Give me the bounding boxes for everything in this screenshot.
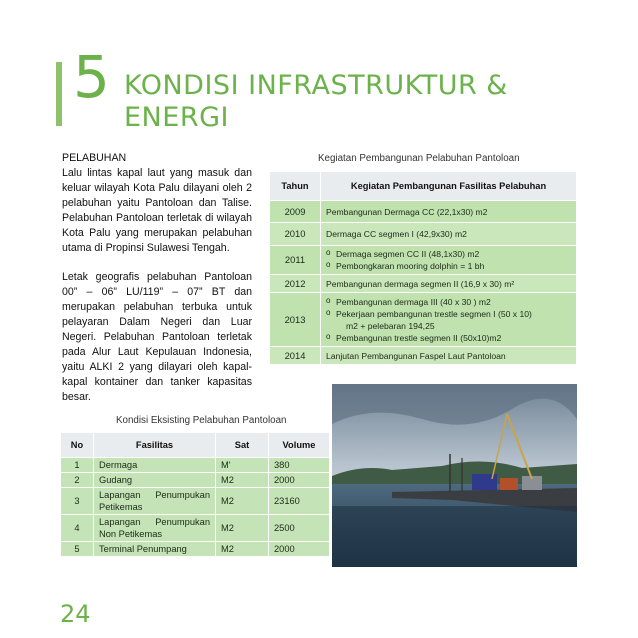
unit-cell: M' — [216, 458, 269, 473]
paragraph-1: Lalu lintas kapal laut yang masuk dan keluar wilayah Kota Palu dilayani oleh 2 pelabuhan yaitu Pantoloan dan Talise. Pelabuhan Pantoloan terletak di wilayah Kota Palu yang merupakan pelabuhan utama di Propinsi Sulawesi Tengah. — [62, 167, 252, 254]
table-header-activity: Kegiatan Pembangunan Fasilitas Pelabuhan — [321, 172, 577, 201]
activity-cell — [321, 293, 577, 347]
volume-cell: 380 — [269, 458, 330, 473]
chapter-title-line2: ENERGI — [124, 102, 229, 133]
no-cell: 1 — [61, 458, 94, 473]
facility-word: Penumpukan — [155, 517, 210, 527]
activity-bullet: o Pembangunan trestle segmen II (50x10)m2 — [326, 332, 571, 344]
activity-cell: Lanjutan Pembangunan Faspel Laut Pantoloan — [321, 347, 577, 365]
year-cell: 2014 — [270, 347, 321, 365]
chapter-title-line1: KONDISI INFRASTRUKTUR & — [124, 70, 508, 101]
table-row — [61, 473, 330, 488]
paragraph-2: Letak geografis pelabuhan Pantoloan 00” – 06” LU/119” – 07” BT dan merupakan pelabuhan terbuka untuk pelayaran Dalam Negeri dan Luar Negeri. Pelabuhan Pantoloan terletak pada Alur Laut Kepulauan Indonesia, yaitu ALKI 2 yang dilayari oleh kapal-kapal kontainer dan tanker kapasitas besar. — [62, 271, 252, 403]
table-top-caption: Kegiatan Pembangunan Pelabuhan Pantoloan — [318, 153, 520, 164]
facility-word: Penumpukan — [155, 490, 210, 500]
table-row — [61, 515, 330, 542]
activity-cell — [321, 246, 577, 275]
existing-facilities-table — [60, 432, 330, 557]
facility-cell: Terminal Penumpang — [94, 542, 216, 557]
activity-bullet: o Dermaga segmen CC II (48,1x30) m2 — [326, 248, 571, 260]
page-number: 24 — [60, 600, 91, 628]
table-header-unit: Sat — [216, 433, 269, 458]
table-row — [270, 347, 577, 365]
facility-cell — [94, 515, 216, 542]
table-row — [270, 201, 577, 223]
facility-word: Non Petikemas — [99, 529, 163, 539]
activity-bullet: o Pembangunan dermaga III (40 x 30 ) m2 — [326, 296, 571, 308]
activity-cell: Dermaga CC segmen I (42,9x30) m2 — [321, 223, 577, 246]
table-row — [270, 246, 577, 275]
table-row — [270, 275, 577, 293]
chapter-number: 5 — [73, 43, 110, 111]
table-row — [61, 458, 330, 473]
no-cell: 3 — [61, 488, 94, 515]
facility-cell: Gudang — [94, 473, 216, 488]
no-cell: 4 — [61, 515, 94, 542]
year-cell: 2009 — [270, 201, 321, 223]
table-row — [270, 293, 577, 347]
volume-cell: 2000 — [269, 542, 330, 557]
table-bottom-caption: Kondisi Eksisting Pelabuhan Pantoloan — [116, 415, 287, 426]
unit-cell: M2 — [216, 542, 269, 557]
no-cell: 5 — [61, 542, 94, 557]
volume-cell: 2000 — [269, 473, 330, 488]
volume-cell: 2500 — [269, 515, 330, 542]
activity-bullet-continued: m2 + pelebaran 194,25 — [346, 320, 435, 331]
title-accent-bar — [56, 62, 62, 126]
no-cell: 2 — [61, 473, 94, 488]
unit-cell: M2 — [216, 488, 269, 515]
unit-cell: M2 — [216, 473, 269, 488]
activity-bullet: o Pembongkaran mooring dolphin = 1 bh — [326, 260, 571, 272]
unit-cell: M2 — [216, 515, 269, 542]
facility-word: Lapangan — [99, 517, 141, 527]
harbor-photo — [332, 384, 577, 567]
activity-cell: Pembangunan Dermaga CC (22,1x30) m2 — [321, 201, 577, 223]
table-row — [61, 488, 330, 515]
table-row — [270, 223, 577, 246]
year-cell: 2011 — [270, 246, 321, 275]
table-header-facility: Fasilitas — [94, 433, 216, 458]
year-cell: 2010 — [270, 223, 321, 246]
table-header-year: Tahun — [270, 172, 321, 201]
facility-cell — [94, 488, 216, 515]
volume-cell: 23160 — [269, 488, 330, 515]
section-heading: PELABUHAN — [62, 152, 127, 164]
facility-word: Petikemas — [99, 502, 143, 512]
facility-cell: Dermaga — [94, 458, 216, 473]
facility-word: Lapangan — [99, 490, 141, 500]
table-row — [61, 542, 330, 557]
table-header-no: No — [61, 433, 94, 458]
activity-cell: Pembangunan dermaga segmen II (16,9 x 30) m² — [321, 275, 577, 293]
body-text-column — [62, 151, 252, 419]
activity-bullet: o Pekerjaan pembangunan trestle segmen I (50 x 10) — [326, 308, 571, 320]
table-header-volume: Volume — [269, 433, 330, 458]
development-activities-table — [269, 171, 577, 365]
year-cell: 2013 — [270, 293, 321, 347]
year-cell: 2012 — [270, 275, 321, 293]
harbor-photo-image — [332, 384, 577, 567]
